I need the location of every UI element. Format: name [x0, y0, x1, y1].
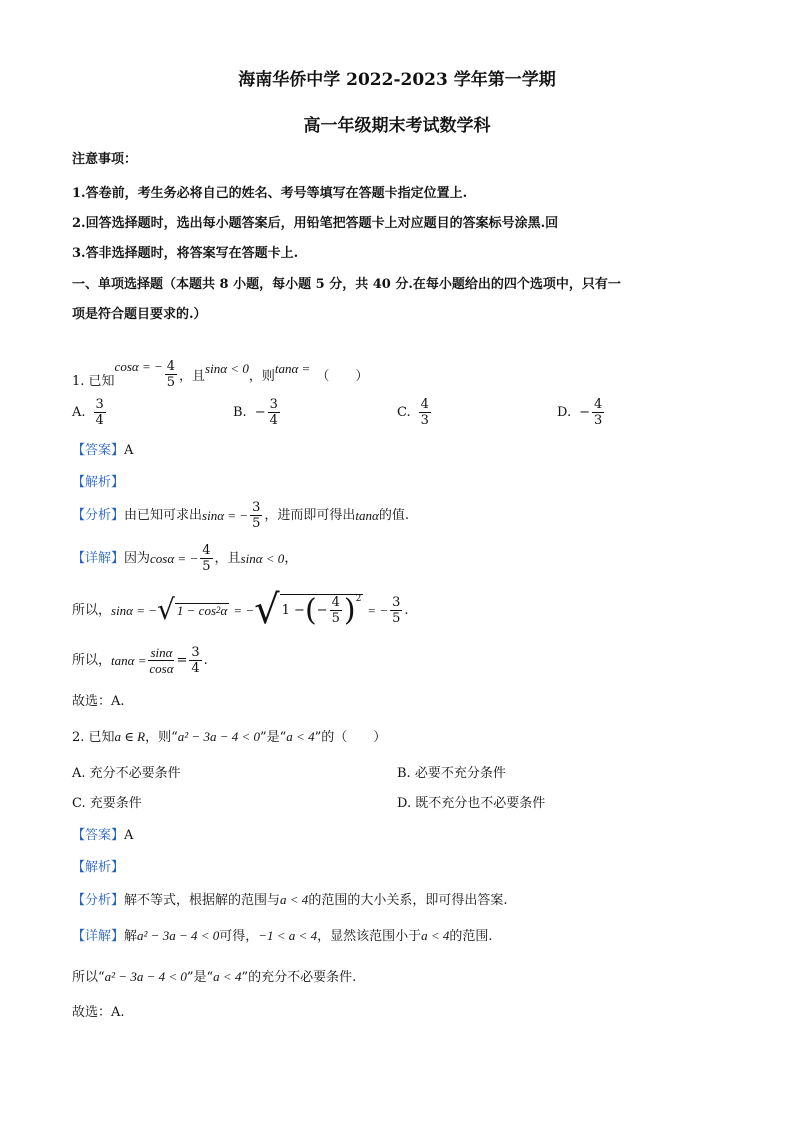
q1-so2-res-den: 4: [191, 661, 200, 676]
q1-detail-fraction: [200, 543, 212, 574]
sqrt-1-radicand: [175, 603, 229, 617]
q1-paren: （ ）: [316, 369, 369, 384]
q2-stem-mid: ，则“: [145, 730, 178, 745]
q2-detail-end: 的范围.: [449, 929, 493, 944]
q1-cos-expr: cosα = −: [114, 359, 163, 374]
q1-answer: [72, 444, 133, 457]
sqrt-2-minus: −: [316, 603, 328, 618]
q1-cos-fraction: [165, 359, 177, 390]
q1-detail-cos: cosα = −: [150, 551, 199, 566]
sqrt-2-radicand: [280, 594, 364, 626]
sqrt-2-den: 5: [331, 611, 340, 626]
q2-so-end: ”的充分不必要条件.: [241, 970, 357, 985]
q2-answer-tag: 【答案】: [72, 828, 125, 843]
q2-so-expr2: a < 4: [213, 969, 242, 984]
q2-so-expr: a² − 3a − 4 < 0: [104, 969, 187, 984]
q2-fenxi-tag: 【分析】: [72, 893, 125, 908]
q1-fenxi-post: ，进而即可得出: [264, 508, 356, 523]
q1-option-b-num: 3: [269, 397, 278, 412]
q2-detail-pre: 解: [124, 929, 138, 944]
q2-stem-mid2: ”是“: [260, 730, 287, 745]
q1-so-tan: [72, 645, 208, 676]
sqrt-2-fraction: [330, 595, 342, 626]
q1-option-c: [397, 397, 433, 428]
q1-detail-tag: 【详解】: [72, 551, 125, 566]
q1-so2-result-fraction: [189, 645, 201, 676]
q1-so2-den: cosα: [149, 661, 174, 676]
q1-so2-prefix: 所以，: [72, 653, 112, 668]
q1-option-a-num: 3: [95, 397, 104, 412]
q1-so1-result-fraction: [390, 595, 402, 626]
sqrt-1-alpha: α: [220, 603, 228, 618]
q1-option-c-den: 3: [420, 413, 429, 428]
q1-so1-lhs: sinα = −: [111, 602, 158, 618]
q1-tan-expr: tanα =: [274, 361, 311, 376]
section-heading-line-1: 一、单项选择题（本题共 8 小题，每小题 5 分，共 40 分.在每小题给出的四个选项中，只有一: [72, 277, 621, 292]
sqrt-2-num: 4: [331, 595, 340, 610]
notice-item-1: 1.答卷前，考生务必将自己的姓名、考号等填写在答题卡指定位置上.: [72, 186, 468, 201]
q1-option-d-fraction: [592, 397, 604, 428]
q1-so1-res-eq: = −: [367, 602, 389, 618]
q1-fenxi-end: 的值.: [378, 508, 409, 523]
q1-then: ，则: [248, 369, 275, 384]
q1-fenxi-expr: sinα = −: [202, 508, 249, 523]
q1-option-b-den: 4: [269, 413, 278, 428]
q1-option-c-num: 4: [420, 397, 429, 412]
q1-frac-den: 5: [166, 375, 176, 390]
q2-choose: 故选：A.: [72, 1005, 125, 1020]
title-line-1: 海南华侨中学 2022-2023 学年第一学期: [238, 70, 556, 90]
q2-analysis-tag: 【解析】: [72, 860, 125, 875]
sqrt-sign: √: [157, 593, 175, 626]
q1-detail-sin: sinα < 0: [240, 551, 285, 566]
q1-fenxi: [72, 500, 409, 531]
section-heading-line-2: 项是符合题目要求的.）: [72, 307, 207, 322]
notice-heading: 注意事项：: [72, 152, 138, 167]
q1-stem: [72, 345, 368, 390]
q1-label: 1. 已知: [72, 374, 115, 389]
q1-fenxi-fraction: [250, 500, 262, 531]
q1-option-a-fraction: [94, 397, 106, 428]
q1-option-b-fraction: [268, 397, 280, 428]
sqrt-1: [157, 593, 229, 626]
q1-so2-res-num: 3: [191, 645, 200, 660]
q1-fenxi-tan: tanα: [355, 508, 379, 523]
sqrt-2-exp: 2: [355, 594, 362, 604]
q2-stem-pre: 2. 已知: [72, 730, 115, 745]
period-2: .: [203, 653, 208, 668]
notice-item-3: 3.答非选择题时，将答案写在答题卡上.: [72, 246, 299, 261]
q2-detail-expr2: a < 4: [421, 928, 450, 943]
q2-so-mid: ”是“: [186, 970, 214, 985]
q2-stem-end: ”的（ ）: [314, 730, 387, 745]
q1-option-b-letter: B.: [233, 405, 247, 420]
q2-answer-value: A: [124, 828, 134, 843]
q1-option-d-den: 3: [594, 413, 603, 428]
q1-option-b-sign: −: [254, 405, 266, 420]
q2-detail-mid2: ，显然该范围小于: [317, 929, 422, 944]
notice-item-2: 2.回答选择题时，选出每小题答案后，用铅笔把答题卡上对应题目的答案标号涂黑.回: [72, 216, 559, 231]
q1-option-d: [557, 397, 606, 428]
q1-sin-expr: sinα < 0: [205, 361, 249, 376]
q1-detail-pre: 因为: [124, 551, 151, 566]
q1-so2-eq: =: [176, 653, 188, 668]
q2-conclusion: [72, 970, 356, 984]
q1-option-d-sign: −: [579, 405, 590, 420]
q1-option-a-den: 4: [95, 413, 104, 428]
q1-so1-res-den: 5: [392, 610, 401, 626]
q1-frac-num: 4: [166, 359, 176, 374]
q2-detail-range: −1 < a < 4: [258, 928, 318, 943]
sqrt-2-one-minus: 1 −: [281, 603, 305, 618]
q2-fenxi-end: 的范围的大小关系，即可得出答案.: [308, 893, 508, 908]
q1-so1-prefix: 所以，: [72, 602, 112, 618]
q1-answer-value: A: [124, 443, 134, 458]
q2-fenxi-pre: 解不等式，根据解的范围与: [124, 893, 281, 908]
q1-option-c-letter: C.: [397, 405, 411, 420]
q1-option-c-fraction: [419, 397, 431, 428]
left-paren: (: [304, 592, 317, 628]
q1-fenxi-den: 5: [252, 516, 261, 531]
q1-cond: ，且: [179, 369, 206, 384]
q2-stem: [72, 730, 386, 744]
q1-detail-num: 4: [202, 543, 211, 558]
q2-option-a: A. 充分不必要条件: [72, 766, 181, 781]
q1-answer-tag: 【答案】: [72, 443, 125, 458]
right-paren: ): [343, 592, 356, 628]
q1-so2-lhs: tanα =: [111, 653, 147, 668]
q1-option-d-letter: D.: [557, 405, 572, 420]
q2-option-b: B. 必要不充分条件: [397, 766, 506, 781]
title-line-2: 高一年级期末考试数学科: [303, 116, 491, 136]
sqrt-1-text: 1 − cos: [176, 603, 217, 618]
q1-option-a: [72, 397, 108, 428]
q2-fenxi: [72, 893, 507, 907]
q2-detail: [72, 929, 493, 943]
q2-stem-ineq2: a < 4: [286, 729, 315, 744]
q2-detail-tag: 【详解】: [72, 929, 125, 944]
q1-so-sin: [72, 587, 409, 633]
q1-so1-res-num: 3: [392, 594, 401, 610]
q2-option-c: C. 充要条件: [72, 796, 142, 811]
q2-option-d: D. 既不充分也不必要条件: [397, 796, 546, 811]
q1-choose: 故选：A.: [72, 694, 125, 709]
q1-option-d-num: 4: [594, 397, 603, 412]
q2-fenxi-expr: a < 4: [280, 892, 309, 907]
q2-detail-mid: 可得，: [219, 929, 259, 944]
q2-answer: [72, 829, 133, 842]
q1-detail-mid: ，且: [214, 551, 241, 566]
q2-detail-expr: a² − 3a − 4 < 0: [137, 928, 220, 943]
q1-option-b: [233, 397, 282, 428]
sqrt-2: [254, 587, 363, 633]
q2-stem-set: a ∈ R: [114, 729, 146, 744]
q1-fenxi-pre: 由已知可求出: [124, 508, 203, 523]
q2-stem-ineq: a² − 3a − 4 < 0: [177, 729, 260, 744]
q1-so2-fraction: [148, 645, 174, 676]
q1-detail: [72, 543, 297, 574]
q1-analysis-tag: 【解析】: [72, 475, 125, 490]
q1-so1-eq: = −: [233, 602, 255, 618]
q1-fenxi-tag: 【分析】: [72, 508, 125, 523]
q1-detail-den: 5: [202, 559, 211, 574]
sqrt-1-exp: 2: [216, 605, 221, 615]
q1-option-a-letter: A.: [72, 405, 86, 420]
period: .: [404, 602, 409, 618]
q1-fenxi-num: 3: [252, 500, 261, 515]
sqrt-sign-large: √: [254, 587, 280, 633]
q2-so-pre: 所以“: [72, 970, 105, 985]
q1-detail-end: ，: [284, 551, 298, 566]
q1-so2-num: sinα: [150, 645, 173, 660]
